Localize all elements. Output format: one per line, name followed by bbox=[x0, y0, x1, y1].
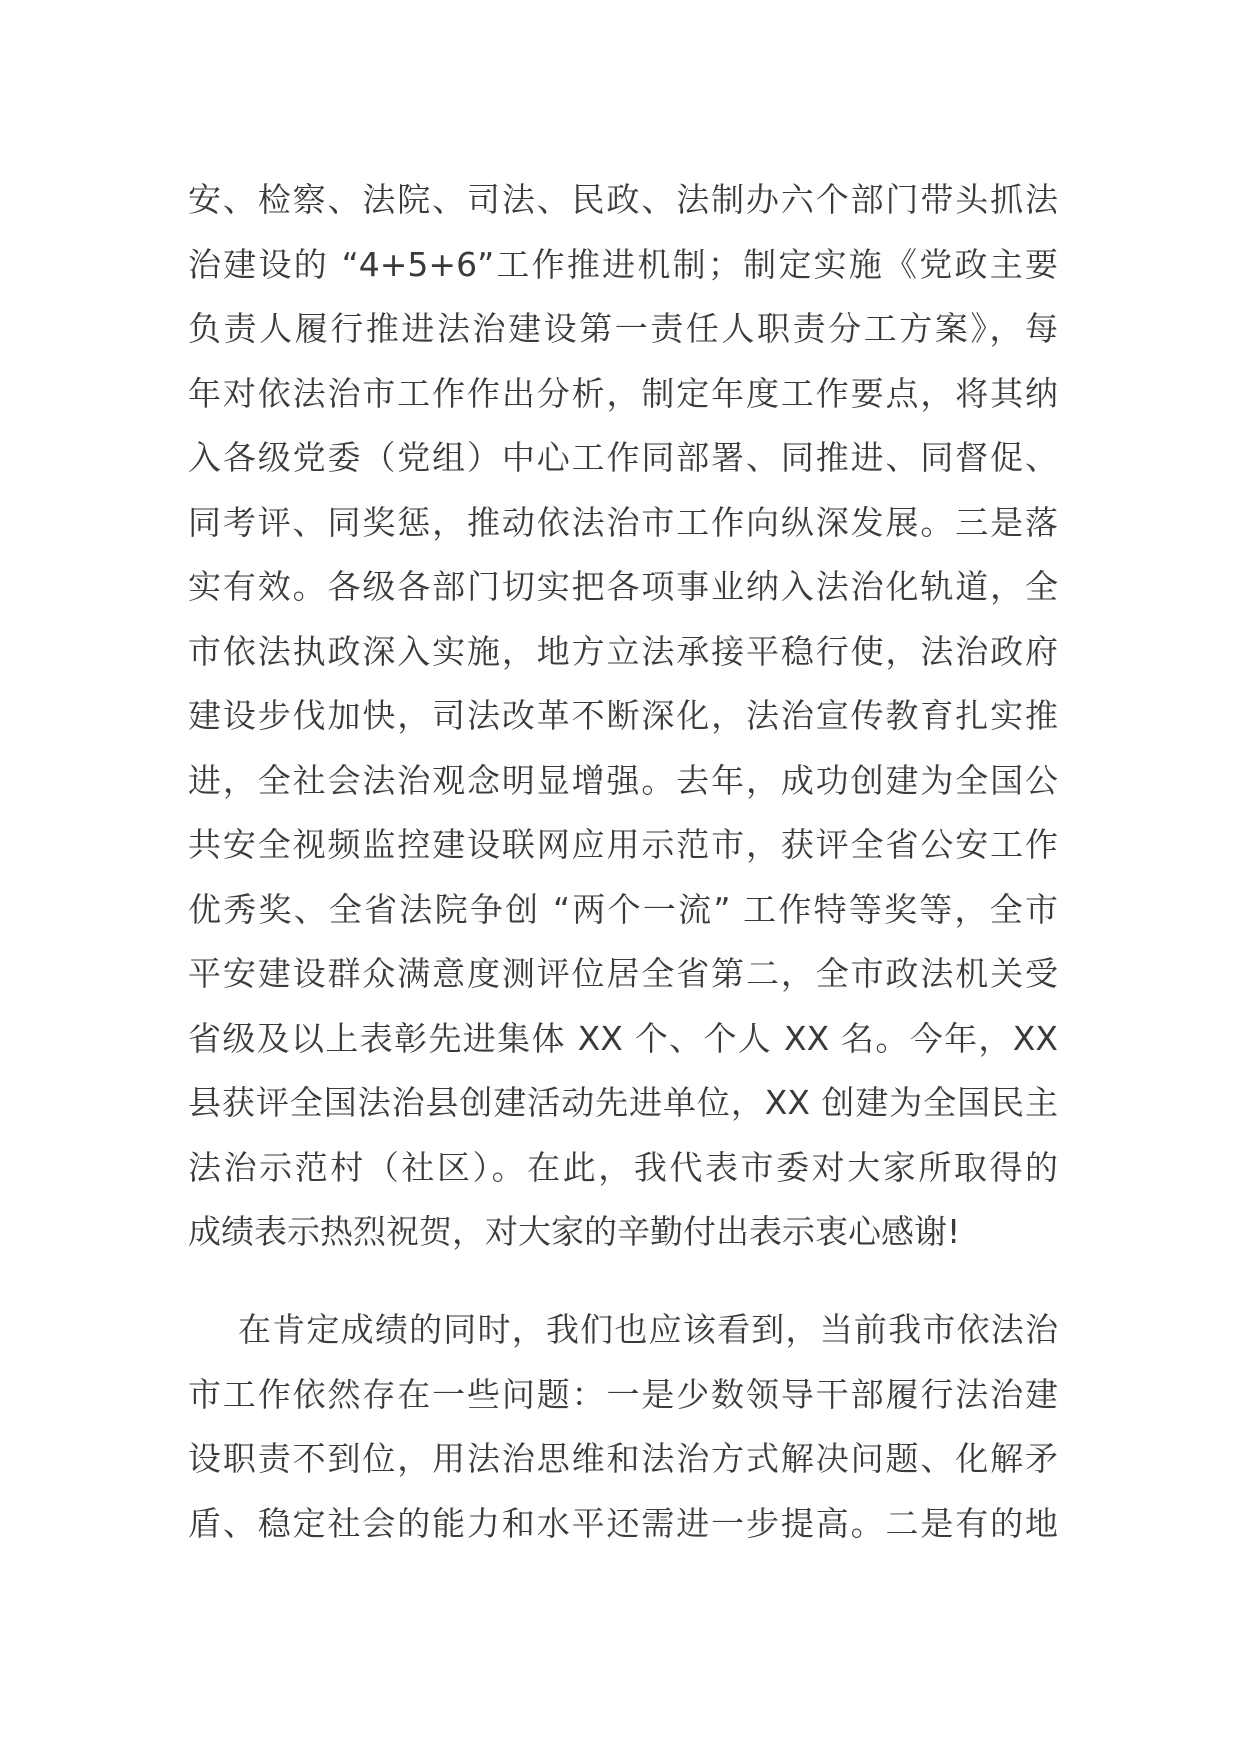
text-line: 安、检察、法院、司法、民政、法制办六个部门带头抓法 bbox=[188, 180, 1058, 219]
paragraph-problems bbox=[188, 1298, 1058, 1556]
text-line: 法治示范村（社区）。在此，我代表市委对大家所取得的 bbox=[188, 1147, 1058, 1187]
text-line: 设职责不到位，用法治思维和法治方式解决问题、化解矛 bbox=[188, 1439, 1058, 1478]
text-line: 省级及以上表彰先进集体 XX 个、个人 XX 名。今年，XX bbox=[188, 1018, 1058, 1058]
text-line: 市依法执政深入实施，地方立法承接平稳行使，法治政府 bbox=[188, 631, 1058, 671]
paragraph-achievements bbox=[188, 168, 1058, 1265]
text-line: 市工作依然存在一些问题：一是少数领导干部履行法治建 bbox=[188, 1374, 1058, 1414]
text-line: 同考评、同奖惩，推动依法治市工作向纵深发展。三是落 bbox=[188, 502, 1058, 542]
text-line: 优秀奖、全省法院争创 “两个一流” 工作特等奖等，全市 bbox=[188, 889, 1058, 929]
text-line: 进，全社会法治观念明显增强。去年，成功创建为全国公 bbox=[188, 760, 1058, 800]
text-line: 入各级党委（党组）中心工作同部署、同推进、同督促、 bbox=[188, 438, 1058, 477]
text-line: 盾、稳定社会的能力和水平还需进一步提高。二是有的地 bbox=[188, 1503, 1058, 1543]
text-line: 实有效。各级各部门切实把各项事业纳入法治化轨道，全 bbox=[188, 567, 1058, 606]
text-line: 年对依法治市工作作出分析，制定年度工作要点，将其纳 bbox=[188, 373, 1058, 413]
text-line: 共安全视频监控建设联网应用示范市，获评全省公安工作 bbox=[188, 825, 1058, 864]
text-line: 建设步伐加快，司法改革不断深化，法治宣传教育扎实推 bbox=[188, 696, 1058, 735]
text-line: 成绩表示热烈祝贺，对大家的辛勤付出表示衷心感谢! bbox=[188, 1212, 961, 1251]
text-line: 平安建设群众满意度测评位居全省第二，全市政法机关受 bbox=[188, 954, 1058, 993]
text-line: 县获评全国法治县创建活动先进单位，XX 创建为全国民主 bbox=[188, 1083, 1058, 1122]
text-line: 负责人履行推进法治建设第一责任人职责分工方案》，每 bbox=[188, 309, 1058, 348]
text-line: 治建设的 “4+5+6”工作推进机制；制定实施《党政主要 bbox=[188, 244, 1058, 284]
text-line: 在肯定成绩的同时，我们也应该看到，当前我市依法治 bbox=[238, 1310, 1058, 1349]
